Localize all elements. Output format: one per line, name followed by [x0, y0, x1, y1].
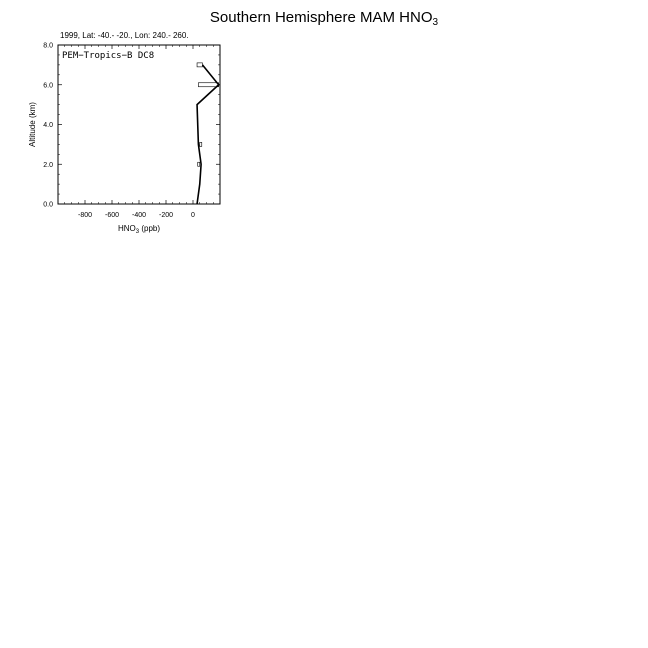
y-tick-label: 6.0: [43, 82, 53, 90]
data-marks: [197, 63, 219, 204]
x-axis-label: [118, 224, 160, 235]
x-axis-label-unit: (ppb): [139, 224, 161, 233]
x-tick-label: -800: [77, 212, 93, 219]
plot-frame: [58, 45, 220, 204]
range-box: [198, 162, 200, 166]
axis-ticks: [43, 43, 220, 220]
panel-label: PEM−Tropics−B DC8: [62, 51, 155, 61]
x-tick-label: -400: [131, 212, 147, 219]
y-tick-label: 8.0: [43, 42, 53, 50]
chart-title-subscript: 3: [432, 17, 439, 28]
x-tick-label: 0: [191, 212, 195, 219]
x-tick-label: -600: [104, 212, 120, 219]
range-box: [200, 142, 202, 146]
y-tick-label: 0.0: [43, 201, 53, 209]
range-box: [197, 63, 202, 67]
chart-title-text: Southern Hemisphere MAM HNO: [209, 9, 433, 26]
y-tick-label: 2.0: [43, 161, 53, 169]
x-axis-label-main: HNO: [117, 224, 136, 233]
x-axis-label-sub: 3: [135, 229, 140, 235]
chart-subtitle: 1999, Lat: -40.- -20., Lon: 240.- 260.: [60, 31, 189, 40]
y-tick-label: 4.0: [43, 122, 53, 129]
y-axis-label: Altitude (km): [28, 102, 37, 147]
x-tick-label: -200: [158, 212, 174, 219]
range-box: [198, 83, 218, 87]
